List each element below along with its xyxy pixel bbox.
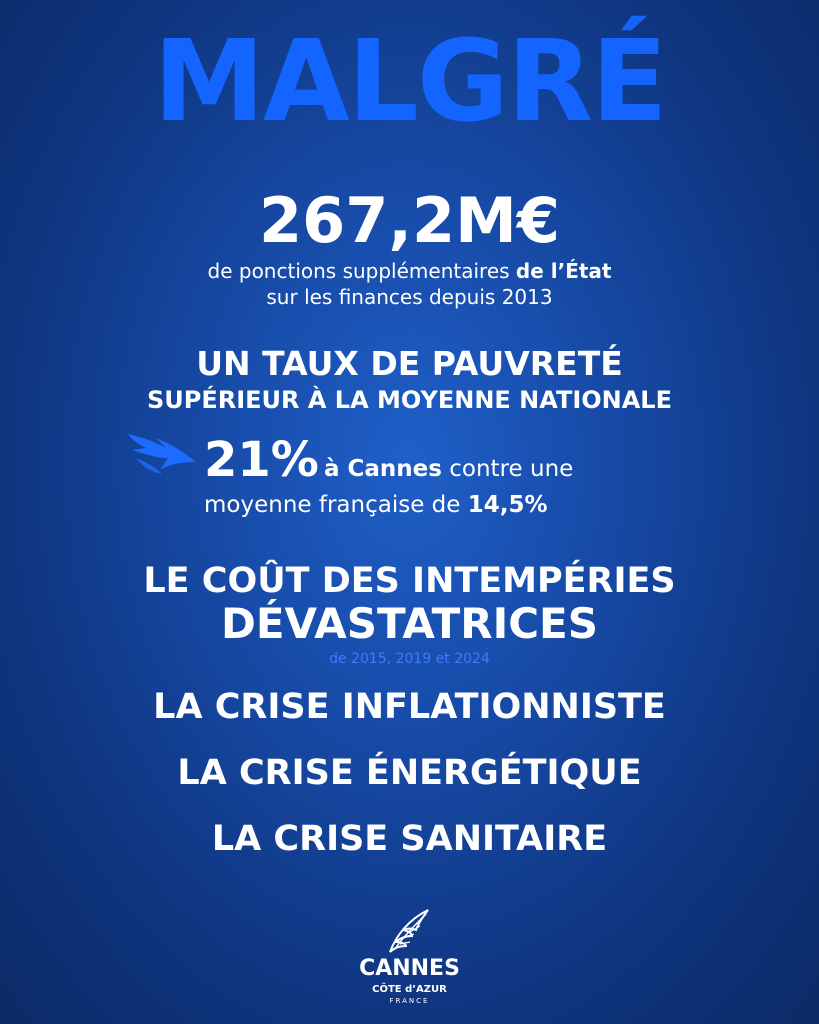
logo-country: FRANCE bbox=[389, 997, 430, 1005]
ponctions-line-2: sur les finances depuis 2013 bbox=[266, 285, 553, 309]
stat-line-2-prefix: moyenne française de bbox=[204, 492, 468, 518]
crise-sanitaire: LA CRISE SANITAIRE bbox=[211, 819, 608, 859]
rate-cannes: 21% bbox=[204, 432, 319, 488]
stat-line-2 bbox=[204, 490, 548, 520]
headline: MALGRÉ bbox=[153, 17, 666, 147]
ponctions-amount: 267,2M€ bbox=[259, 184, 560, 257]
ponctions-line-1-bold: de l’État bbox=[515, 259, 612, 283]
arrow-icon bbox=[126, 428, 198, 478]
intemperies-line-2: DÉVASTATRICES bbox=[221, 599, 598, 648]
contre-text: contre une bbox=[441, 456, 574, 482]
stat-line-1-text bbox=[324, 456, 573, 482]
stat-line-1 bbox=[204, 432, 573, 499]
intemperies-line-1: LE COÛT DES INTEMPÉRIES bbox=[143, 561, 676, 601]
ponctions-line-1 bbox=[0, 258, 819, 284]
pauvrete-subtitle: SUPÉRIEUR À LA MOYENNE NATIONALE bbox=[146, 386, 672, 414]
logo-name: CANNES bbox=[359, 956, 460, 981]
intemperies-years: de 2015, 2019 et 2024 bbox=[329, 651, 490, 667]
crise-inflationniste: LA CRISE INFLATIONNISTE bbox=[153, 687, 666, 727]
ponctions-line-1-prefix: de ponctions supplémentaires bbox=[207, 259, 516, 283]
crise-energetique: LA CRISE ÉNERGÉTIQUE bbox=[177, 753, 642, 793]
cannes-label: à Cannes bbox=[323, 456, 442, 482]
palm-logo-icon bbox=[382, 906, 438, 958]
logo-sub: CÔTE d’AZUR bbox=[372, 984, 447, 995]
rate-france: 14,5% bbox=[467, 492, 548, 518]
pauvrete-title: UN TAUX DE PAUVRETÉ bbox=[196, 344, 623, 383]
